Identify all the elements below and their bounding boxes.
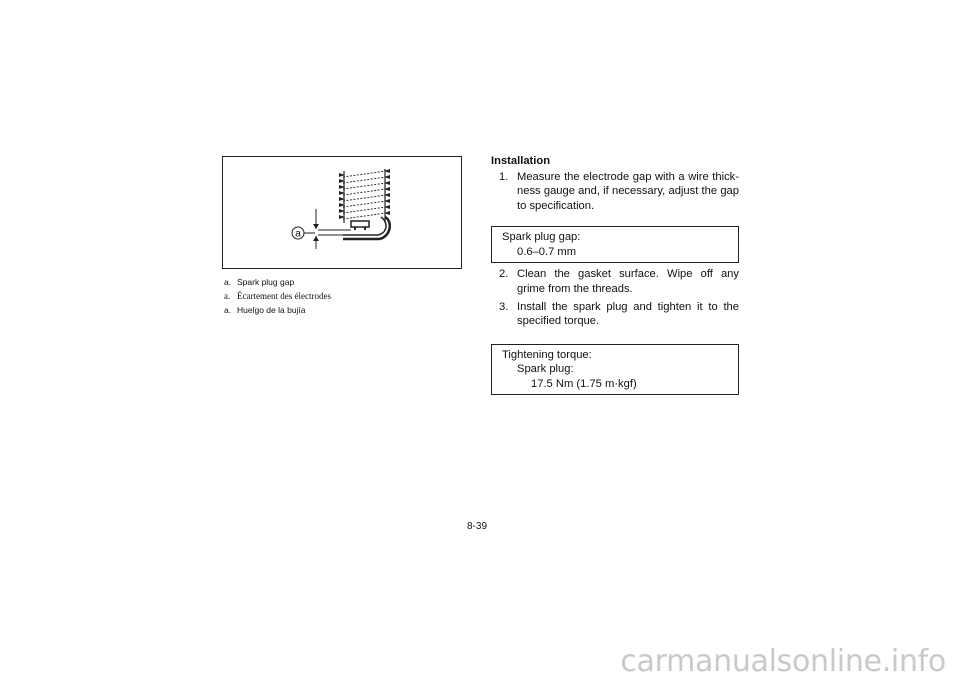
step-number: 1. (499, 170, 509, 183)
spec-value: 17.5 Nm (1.75 m·kgf) (531, 377, 637, 390)
caption-key: a. (224, 291, 231, 301)
step-number: 3. (499, 300, 509, 313)
step-1 (499, 170, 739, 214)
step-text: Install the spark plug and tighten it to the specified torque. (517, 300, 739, 328)
tightening-torque-spec (491, 344, 739, 395)
center-electrode (351, 221, 369, 227)
spec-value: 0.6–0.7 mm (517, 245, 577, 258)
caption-french (224, 289, 331, 303)
step-text: Measure the electrode gap with a wire thick-ness gauge and, if necessary, adjust the gap to specification. (517, 170, 739, 212)
spark-plug-gap-spec (491, 226, 739, 263)
step-3 (499, 300, 739, 329)
caption-text: Spark plug gap (237, 277, 295, 287)
gap-dimension-arrows (313, 209, 319, 249)
page-number: 8-39 (467, 521, 488, 532)
step-text: Clean the gasket surface. Wipe off any grime from the threads. (517, 268, 739, 295)
caption-key: a. (224, 277, 232, 287)
plug-threads (343, 171, 386, 219)
figure-captions (224, 275, 331, 317)
step-2 (499, 267, 739, 296)
section-heading: Installation (491, 155, 551, 167)
spark-plug-figure (222, 156, 462, 269)
callout-a-label: a (295, 228, 301, 240)
spec-label: Tightening torque: (502, 348, 592, 361)
caption-text: Écartement des électrodes (237, 291, 331, 301)
caption-english (224, 275, 331, 289)
caption-key: a. (224, 305, 232, 315)
spark-plug-gap-illustration (223, 157, 461, 268)
step-number: 2. (499, 268, 509, 281)
spec-label: Spark plug gap: (502, 231, 581, 244)
caption-spanish (224, 303, 331, 317)
installation-section (491, 154, 739, 395)
watermark: carmanualsonline.info (620, 644, 946, 679)
caption-text: Huelgo de la bujía (237, 305, 306, 315)
spec-sublabel: Spark plug: (517, 363, 574, 376)
